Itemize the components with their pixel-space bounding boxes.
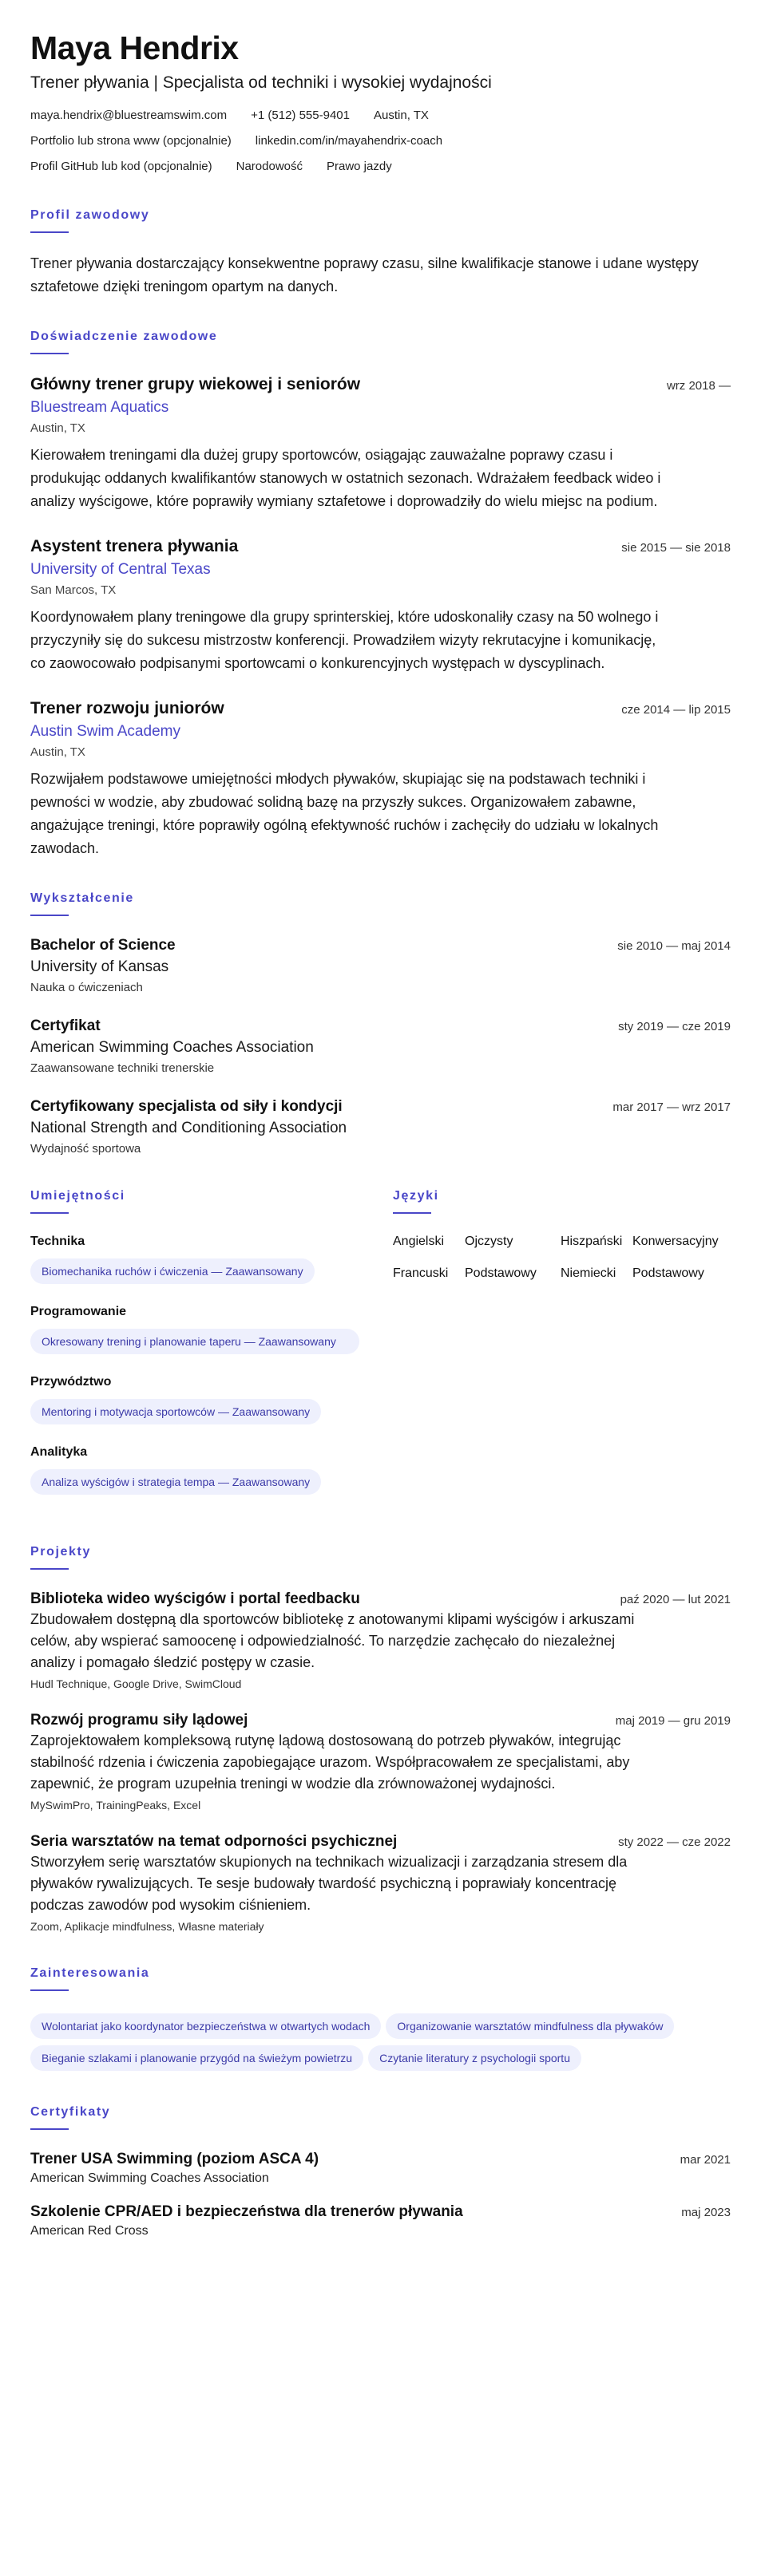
job-dates: wrz 2018 —: [666, 379, 731, 393]
contact-info: [30, 105, 731, 177]
degree: Certyfikowany specjalista od siły i kondycji: [30, 1098, 343, 1115]
education-section: [30, 891, 731, 1158]
github-link[interactable]: Profil GitHub lub kod (opcjonalnie): [30, 160, 212, 173]
skill-pill: Biomechanika ruchów i ćwiczenia — Zaawansowany: [30, 1258, 315, 1284]
project-title: Rozwój programu siły lądowej: [30, 1712, 248, 1729]
certification-entry: [30, 2202, 731, 2240]
certification-issuer: American Red Cross: [30, 2224, 149, 2238]
section-title: Wykształcenie: [30, 891, 134, 905]
linkedin-link[interactable]: linkedin.com/in/mayahendrix-coach: [255, 134, 443, 148]
skill-pill: Okresowany trening i planowanie taperu — Zaawansowany: [30, 1329, 359, 1354]
project-description: Stworzyłem serię warsztatów skupionych na technikach wizualizacji i zarządzania stresem dla pływaków rywalizujących. Te sesje budowały twardość psychiczną i poprawiały koncentrację podczas zawodów pod wysokim ciśnieniem.: [30, 1854, 628, 1913]
contact-row: [30, 131, 731, 152]
person-name: Maya Hendrix: [30, 30, 239, 66]
profile-summary: Trener pływania dostarczający konsekwentne poprawy czasu, silne kwalifikacje stanowe i udane występy sztafetowe dzięki treningom opartym na danych.: [30, 255, 699, 294]
job-description: Rozwijałem podstawowe umiejętności młodych pływaków, skupiając się na podstawach techniki i pewności w wodzie, aby zbudować solidną bazę na przyszły sukces. Organizowałem zabawne, angażujące treningi, które poprawiły ogólną efektywność ruchów i zachęciły do udziału w lokalnych zawodach.: [30, 771, 659, 856]
skill-group: [30, 1303, 390, 1357]
job-title: Asystent trenera pływania: [30, 537, 239, 555]
certification-title: Szkolenie CPR/AED i bezpieczeństwa dla trenerów pływania: [30, 2203, 463, 2220]
section-divider: [30, 1212, 69, 1214]
field-of-study: Wydajność sportowa: [30, 1142, 141, 1156]
job-location: San Marcos, TX: [30, 583, 117, 597]
job-title: Trener rozwoju juniorów: [30, 699, 224, 717]
section-divider: [30, 915, 69, 916]
skill-category: Analityka: [30, 1445, 88, 1459]
project-entry: [30, 1831, 731, 1935]
job-location: Austin, TX: [30, 421, 85, 435]
experience-section: [30, 329, 731, 860]
language-level: Podstawowy: [632, 1266, 704, 1280]
skill-category: Technika: [30, 1235, 85, 1248]
skill-category: Programowanie: [30, 1305, 127, 1318]
skill-group: [30, 1444, 390, 1498]
resume-header: [30, 29, 731, 177]
project-tools: Hudl Technique, Google Drive, SwimCloud: [30, 1677, 242, 1690]
interests-list: [30, 2010, 733, 2074]
skills-languages-row: [30, 1188, 731, 1514]
section-divider: [30, 231, 69, 233]
job-title: Główny trener grupy wiekowej i seniorów: [30, 375, 361, 393]
project-description: Zbudowałem dostępną dla sportowców bibliotekę z anotowanymi klipami wyścigów i arkuszami celów, aby wspierać samoocenę i odpowiedzialność. To narzędzie zachęcało do niezależnej analizy i pomagało śledzić postępy w czasie.: [30, 1611, 635, 1670]
nationality: Narodowość: [236, 160, 303, 173]
language-name: Francuski: [393, 1266, 449, 1280]
interest-pill: Bieganie szlakami i planowanie przygód na świeżym powietrzu: [30, 2045, 363, 2071]
job-entry: [30, 697, 731, 860]
skills-section: [30, 1188, 390, 1514]
job-dates: sie 2015 — sie 2018: [621, 541, 731, 555]
education-entry: [30, 1096, 731, 1158]
project-description: Zaprojektowałem kompleksową rutynę lądową dostosowaną do potrzeb pływaków, integrując stabilność rdzenia i ćwiczenia zapobiegające urazom. Współpracowałem ze specjalistami, aby zapewnić, że program uzupełnia treningi w wodzie dla zrównoważonej wydajności.: [30, 1732, 630, 1792]
skill-group: [30, 1233, 390, 1287]
school: American Swimming Coaches Association: [30, 1039, 314, 1056]
certification-entry: [30, 2149, 731, 2187]
field-of-study: Nauka o ćwiczeniach: [30, 981, 143, 994]
degree: Certyfikat: [30, 1017, 101, 1034]
section-title: Umiejętności: [30, 1189, 125, 1203]
school: National Strength and Conditioning Association: [30, 1120, 347, 1136]
email-link[interactable]: maya.hendrix@bluestreamswim.com: [30, 109, 228, 122]
section-title: Profil zawodowy: [30, 208, 150, 222]
job-entry: [30, 535, 731, 675]
projects-section: [30, 1544, 731, 1935]
project-dates: sty 2022 — cze 2022: [618, 1835, 731, 1849]
language-level: Konwersacyjny: [632, 1235, 719, 1248]
job-company: University of Central Texas: [30, 561, 211, 578]
certification-date: maj 2023: [681, 2206, 731, 2219]
job-description: Koordynowałem plany treningowe dla grupy sprinterskiej, które udoskonaliły czasy na 50 wolnego i przyczyniły się do sukcesu mistrzostw konferencji. Prowadziłem wizyty rekrutacyjne i komunikację, co zaowocowało podpisanymi sportowcami o konkurencyjnych występach w dyscyplinach.: [30, 609, 659, 671]
section-title: Certyfikaty: [30, 2105, 111, 2119]
section-divider: [30, 353, 69, 354]
section-title: Języki: [393, 1189, 439, 1203]
driving-license: Prawo jazdy: [327, 160, 392, 173]
project-title: Seria warsztatów na temat odporności psychicznej: [30, 1833, 398, 1850]
education-dates: sie 2010 — maj 2014: [617, 939, 731, 953]
interest-pill: Czytanie literatury z psychologii sportu: [368, 2045, 581, 2071]
school: University of Kansas: [30, 958, 169, 975]
languages-section: [393, 1188, 728, 1514]
job-location: Austin, TX: [30, 745, 85, 759]
portfolio-link[interactable]: Portfolio lub strona www (opcjonalnie): [30, 134, 232, 148]
project-title: Biblioteka wideo wyścigów i portal feedbacku: [30, 1590, 360, 1607]
job-company: Bluestream Aquatics: [30, 399, 169, 416]
education-entry: [30, 935, 731, 997]
language-name: Angielski: [393, 1235, 445, 1248]
language-level: Ojczysty: [465, 1235, 513, 1248]
education-dates: sty 2019 — cze 2019: [618, 1020, 731, 1033]
certifications-section: [30, 2104, 731, 2240]
language-name: Hiszpański: [561, 1235, 623, 1248]
location: Austin, TX: [374, 109, 429, 122]
interest-pill: Organizowanie warsztatów mindfulness dla pływaków: [386, 2013, 674, 2039]
contact-row: [30, 105, 731, 126]
phone: +1 (512) 555-9401: [251, 109, 350, 122]
languages-grid: [393, 1233, 728, 1282]
section-title: Zainteresowania: [30, 1966, 150, 1980]
section-title: Doświadczenie zawodowe: [30, 330, 218, 343]
project-dates: maj 2019 — gru 2019: [615, 1714, 731, 1728]
skill-group: [30, 1373, 390, 1428]
section-divider: [30, 2128, 69, 2130]
project-entry: [30, 1710, 731, 1814]
tagline: Trener pływania | Specjalista od techniki i wysokiej wydajności: [30, 73, 492, 92]
job-description: Kierowałem treningami dla dużej grupy sportowców, osiągając zauważalne poprawy czasu i produkując oddanych kwalifikantów stanowych w ostatnich sezonach. Wdrażałem feedback wideo i analizy wyścigowe, które poprawiły wymiany sztafetowe i doprowadziły do wielu miejsc na podium.: [30, 447, 661, 509]
project-dates: paź 2020 — lut 2021: [620, 1593, 731, 1606]
certification-date: mar 2021: [680, 2153, 731, 2167]
section-divider: [30, 1568, 69, 1570]
skill-pill: Analiza wyścigów i strategia tempa — Zaawansowany: [30, 1469, 321, 1495]
job-company: Austin Swim Academy: [30, 723, 180, 740]
project-entry: [30, 1589, 731, 1693]
certification-issuer: American Swimming Coaches Association: [30, 2171, 269, 2185]
language-name: Niemiecki: [561, 1266, 616, 1280]
job-dates: cze 2014 — lip 2015: [621, 703, 731, 717]
interests-section: [30, 1966, 731, 2074]
skill-category: Przywództwo: [30, 1375, 112, 1389]
certification-title: Trener USA Swimming (poziom ASCA 4): [30, 2151, 319, 2167]
profile-section: [30, 207, 731, 298]
interest-pill: Wolontariat jako koordynator bezpieczeństwa w otwartych wodach: [30, 2013, 381, 2039]
section-divider: [393, 1212, 431, 1214]
education-entry: [30, 1016, 731, 1077]
section-title: Projekty: [30, 1545, 91, 1559]
section-divider: [30, 1989, 69, 1991]
education-dates: mar 2017 — wrz 2017: [612, 1100, 731, 1114]
skill-pill: Mentoring i motywacja sportowców — Zaawansowany: [30, 1399, 321, 1424]
field-of-study: Zaawansowane techniki trenerskie: [30, 1061, 215, 1075]
project-tools: MySwimPro, TrainingPeaks, Excel: [30, 1799, 201, 1811]
job-entry: [30, 373, 731, 513]
contact-row: [30, 156, 731, 177]
degree: Bachelor of Science: [30, 937, 176, 954]
project-tools: Zoom, Aplikacje mindfulness, Własne materiały: [30, 1920, 264, 1933]
language-level: Podstawowy: [465, 1266, 537, 1280]
